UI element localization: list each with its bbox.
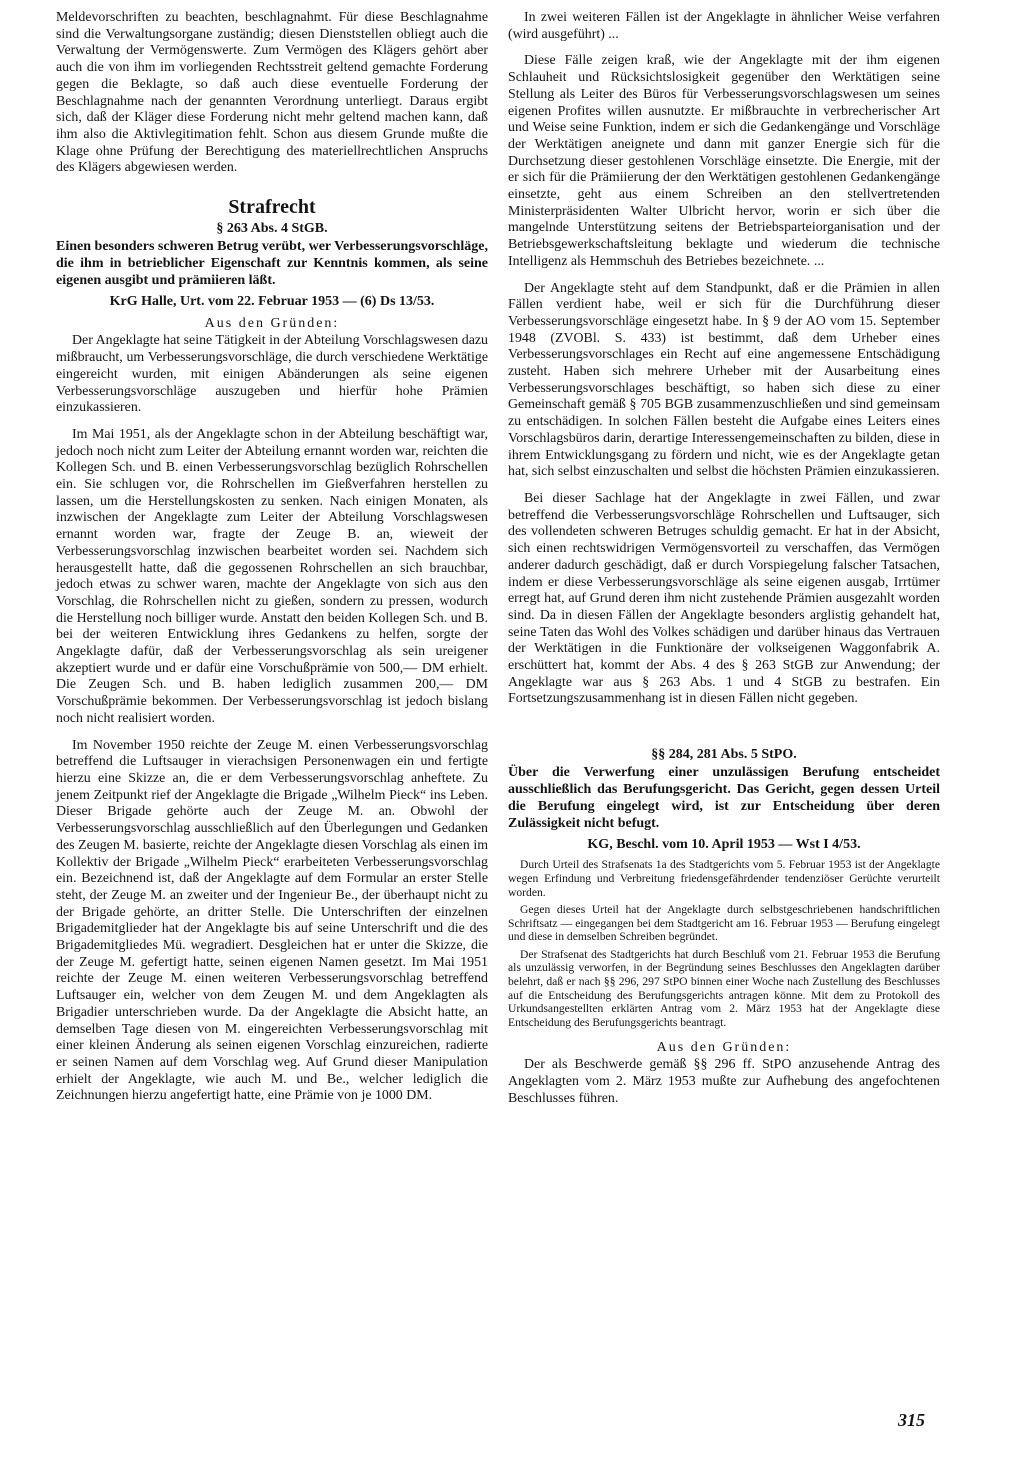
statute-reference: § 263 Abs. 4 StGB. — [216, 221, 328, 237]
grounds-heading: Aus den Gründen: — [656, 1040, 792, 1056]
paragraph: Der Angeklagte hat seine Tätigkeit in der Abteilung Vorschlagswesen dazu mißbraucht, um Verbesserungsvorschläge, die durch verschiedene Werktätige eingereicht wurden, mit einigen Abänderungen als seine eigenen Verbesserungsvorschläge auszugeben und hierfür hohe Prämien einzukassieren. — [56, 333, 488, 416]
paragraph: Im Mai 1951, als der Angeklagte schon in der Abteilung beschäftigt war, jedoch noch nicht zum Leiter der Abteilung ernannt worden war, reichten die Kollegen Sch. und B. einen Verbesserungsvorschlag bezüglich Rohrschellen ein. Sie schlugen vor, die Rohrschellen im Gießverfahren herstellen zu lassen, um die Herstellungskosten zu senken. Nach einigen Monaten, als inzwischen der Angeklagte zum Leiter der Abteilung Vorschlagswesen ernannt worden war, fragte der Zeuge B. an, wieweit der Verbesserungsvorschlag inzwischen bearbeitet worden sei. Nachdem sich herausgestellt hatte, daß die gegossenen Rohrschellen an sich brauchbar, jedoch etwas zu schwer waren, machte der Angeklagte von sich aus den Vorschlag, die Rohrschellen nicht zu gießen, sondern zu pressen, wodurch die Herstellung noch billiger wurde. Anstatt den beiden Kollegen Sch. und B. bei der weiteren Entwicklung ihres Gedankens zu helfen, sorgte der Angeklagte dafür, daß der Verbesserungsvorschlag als sein ureigener akzeptiert wurde und er dafür eine Vorschußprämie von 500,— DM erhielt. Die Zeugen Sch. und B. haben lediglich zusammen 200,— DM Vorschußprämie bekommen. Der Verbesserungsvorschlag ist jedoch bislang noch nicht realisiert worden. — [56, 426, 488, 726]
grounds-heading: Aus den Gründen: — [204, 316, 340, 332]
statute-reference: §§ 284, 281 Abs. 5 StPO. — [651, 747, 797, 763]
headnote: Einen besonders schweren Betrug verübt, wer Verbesserungsvorschläge, die ihm in betrieblicher Eigenschaft zur Kenntnis kommen, als seine eigenen ausgibt und prämiieren läßt. — [56, 239, 488, 288]
court-reference: KrG Halle, Urt. vom 22. Februar 1953 — (6) Ds 13/53. — [109, 294, 435, 310]
paragraph: Der Angeklagte steht auf dem Standpunkt, daß er die Prämien in allen Fällen verdient habe, weil er sich für die Durchführung dieser Verbesserungsvorschläge eingesetzt habe. In § 9 der AO vom 15. September 1948 (ZVOBl. S. 433) ist bestimmt, daß dem Urheber eines Verbesserungsvorschlages ein Recht auf eine angemessene Entschädigung zusteht. Haben sich mehrere Urheber mit der Ausarbeitung eines Verbesserungsvorschlages beschäftigt, so haben sich diese zu einer Gemeinschaft gemäß § 705 BGB zusammenzuschließen und sind gemeinsam zu entschädigen. In solchen Fällen besteht die Aufgabe eines Leiters eines Vorschlagsbüros darin, derartige Interessengemeinschaften zu bilden, diese in ihrem Entwicklungsgang zu fördern und nicht, wie es der Angeklagte getan hat, sich selbst einzuschalten und selbst die höchsten Prämien einzukassieren. — [508, 280, 940, 480]
small-paragraph: Der Strafsenat des Stadtgerichts hat durch Beschluß vom 21. Februar 1953 die Berufung als unzulässig verworfen, in der Begründung seines Beschlusses den Angeklagten darüber belehrt, daß er nach §§ 296, 297 StPO binnen einer Woche nach Zustellung des Beschlusses auf die Entscheidung des Berufungsgerichts antragen könne. Mit dem zu Protokoll des Urkundsangestellten erklärten Antrag vom 2. März 1953 hat der Angeklagte diese Entscheidung des Berufungsgerichts beantragt. — [508, 947, 940, 1029]
right-column — [508, 10, 940, 1108]
paragraph-civil-conclusion: Meldevorschriften zu beachten, beschlagnahmt. Für diese Beschlagnahme sind die Verwaltungsorgane zuständig; diesen Dienststellen obliegt auch die Verwaltung der Vermögenswerte. Zum Vermögen des Klägers gehört aber auch die von ihm im vorliegenden Rechtsstreit geltend gemachte Forderung gegen die Beklagte, so daß auch diese eventuelle Forderung der Beschlagnahme nach der genannten Verordnung unterliegt. Daraus ergibt sich, daß der Kläger diese Forderung nicht mehr geltend machen kann, daß ihm also die Aktivlegitimation fehlt. Schon aus diesem Grunde mußte die Klage ohne Prüfung der Berechtigung des materiellrechtlichen Anspruchs des Klägers abgewiesen werden. — [56, 10, 488, 176]
paragraph: Bei dieser Sachlage hat der Angeklagte in zwei Fällen, und zwar betreffend die Verbesserungsvorschläge Rohrschellen und Luftsauger, sich des vollendeten schweren Betruges schuldig gemacht. Er hat in der Absicht, sich einen rechtswidrigen Vermögensvorteil zu verschaffen, das Vermögen anderer dadurch geschädigt, daß er durch Vorspiegelung falscher Tatsachen, indem er diese Verbesserungsvorschläge als seine eigenen ausgab, Irrtümer erregt hat, auf Grund deren ihm nicht zustehende Prämien ausgezahlt worden sind. Da in diesen Fällen der Angeklagte besonders arglistig gehandelt hat, seine Taten das Wohl des Volkes schädigen und darüber hinaus das Vertrauen der Werktätigen in die Funktionäre der volkseigenen Waggonfabrik A. erschüttert hat, kommt der Abs. 4 des § 263 StGB zur Anwendung; der Angeklagte war aus § 263 Abs. 1 und 4 StGB zu bestrafen. Ein Fortsetzungszusammenhang ist in diesen Fällen nicht gegeben. — [508, 490, 940, 707]
court-reference: KG, Beschl. vom 10. April 1953 — Wst I 4/53. — [587, 837, 861, 853]
paragraph: Im November 1950 reichte der Zeuge M. einen Verbesserungsvorschlag betreffend die Luftsauger in vierachsigen Personenwagen ein und fertigte hierzu eine Skizze an, die er dem Verbesserungsvorschlag anheftete. Zu jenem Zeitpunkt rief der Angeklagte die Brigade „Wilhelm Pieck“ ins Leben. Dieser Brigade gehörte auch der Zeuge M. an. Obwohl der Verbesserungsvorschlag ausschließlich auf den Überlegungen und Gedanken des Zeugen M. basierte, reichte der Angeklagte diesen Vorschlag als einen im Kollektiv der Brigade „Wilhelm Pieck“ erarbeiteten Verbesserungsvorschlag ein. Bezeichnend ist, daß der Angeklagte auf dem Formular an erster Stelle steht, der Zeuge M. an zweiter und der Ingenieur Be., der überhaupt nicht zu der Brigade gehörte, an dritter Stelle. Die Unterschriften der einzelnen Brigademitglieder hat der Angeklagte bis auf seine Unterschrift und die des Brigademitgliedes Mü. wegradiert. Desgleichen hat er unter die Skizze, die der Zeuge M. gefertigt hatte, seinen eigenen Namen gesetzt. Im Mai 1951 reichte der Zeuge M. einen weiteren Verbesserungsvorschlag betreffend Luftsauger ein, welcher von dem Zeugen M. und dem Angeklagten als Brigadier unterschrieben wurde. Da der Angeklagte die Absicht hatte, an demselben Tage diesen von M. eingereichten Verbesserungsvorschlag mit einer kleinen Änderung als seinen eigenen Vorschlag einzureichen, radierte er seinen Namen auf dem Vorschlag weg. Auf Grund dieser Manipulation erhielt der Angeklagte, wie auch M. und Be., welcher lediglich die Zeichnungen hierzu angefertigt hatte, eine Prämie von je 1000 DM. — [56, 737, 488, 1104]
headnote: Über die Verwerfung einer unzulässigen Berufung entscheidet ausschließlich das Berufungsgericht. Das Gericht, gegen dessen Urteil die Berufung eingelegt wird, ist zur Entscheidung über deren Zulässigkeit nicht befugt. — [508, 765, 940, 831]
paragraph: In zwei weiteren Fällen ist der Angeklagte in ähnlicher Weise verfahren (wird ausgeführt) ... — [508, 10, 940, 42]
paragraph: Diese Fälle zeigen kraß, wie der Angeklagte mit der ihm eigenen Schlauheit und Rücksichtslosigkeit gegenüber den Werktätigen seine Stellung als Leiter des Büros für Verbesserungsvorschlagswesen um seines eigenen Profites willen ausnutzte. Er mißbrauchte in verbrecherischer Art und Weise seine Funktion, indem er sich die Gedankengänge und Vorschläge der Werktätigen aneignete und dann mit ganzer Energie sich für die Durchsetzung dieser gestohlenen Vorschläge einsetzte. Die Energie, mit der er sich für die Prämiierung der den Werktätigen gestohlenen Gedankengänge einsetzte, geht aus einem Schreiben an den stellvertretenden Ministerpräsidenten Walter Ulbricht hervor, worin er sich über die mangelnde Unterstützung seitens der Betriebsparteiorganisation und der Betriebsgewerkschaftsleitung beklagte und wiederum die technische Intelligenz als Hemmschuh des Betriebes bezeichnete. ... — [508, 53, 940, 269]
small-paragraph: Gegen dieses Urteil hat der Angeklagte durch selbstgeschriebenen handschriftlichen Schriftsatz — eingegangen bei dem Stadtgericht am 16. Februar 1953 — Berufung eingelegt und diese in demselben Schreiben begründet. — [508, 903, 940, 944]
paragraph: Der als Beschwerde gemäß §§ 296 ff. StPO anzusehende Antrag des Angeklagten vom 2. März 1953 mußte zur Aufhebung des angefochtenen Beschlusses führen. — [508, 1057, 940, 1106]
left-column — [56, 10, 488, 1105]
section-title: Strafrecht — [228, 196, 316, 219]
small-paragraph: Durch Urteil des Strafsenats 1a des Stadtgerichts vom 5. Februar 1953 ist der Angeklagte wegen Erfindung und Verbreitung friedensgefährdender tendenziöser Gerüchte verurteilt worden. — [508, 858, 940, 899]
page-number: 315 — [898, 1410, 925, 1430]
